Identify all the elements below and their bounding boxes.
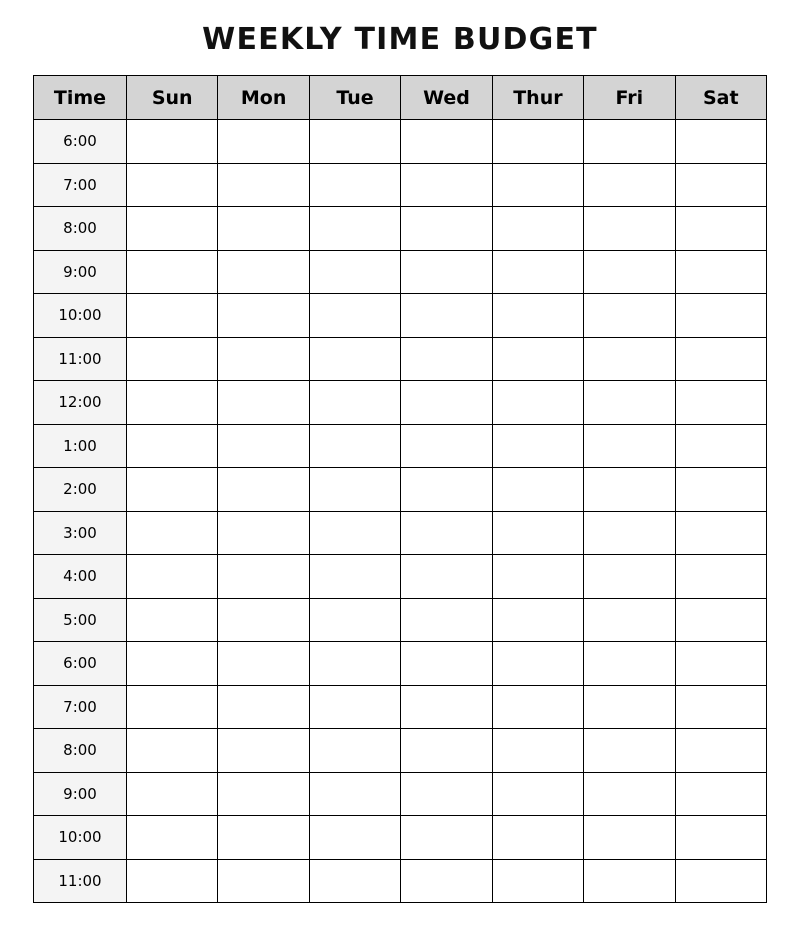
schedule-slot-cell[interactable] xyxy=(127,424,218,468)
schedule-slot-cell[interactable] xyxy=(401,163,492,207)
time-label-cell: 9:00 xyxy=(34,250,127,294)
schedule-slot-cell[interactable] xyxy=(584,859,675,903)
schedule-slot-cell[interactable] xyxy=(309,859,400,903)
schedule-slot-cell[interactable] xyxy=(127,250,218,294)
schedule-slot-cell[interactable] xyxy=(309,120,400,164)
table-row xyxy=(34,207,767,251)
time-label-cell: 12:00 xyxy=(34,381,127,425)
schedule-slot-cell[interactable] xyxy=(584,772,675,816)
schedule-slot-cell[interactable] xyxy=(309,294,400,338)
schedule-slot-cell[interactable] xyxy=(218,511,309,555)
table-row xyxy=(34,381,767,425)
schedule-slot-cell[interactable] xyxy=(675,294,766,338)
table-header xyxy=(34,76,767,120)
schedule-slot-cell[interactable] xyxy=(401,424,492,468)
schedule-table-container xyxy=(0,75,800,903)
schedule-slot-cell[interactable] xyxy=(492,163,583,207)
schedule-slot-cell[interactable] xyxy=(492,729,583,773)
schedule-slot-cell[interactable] xyxy=(218,207,309,251)
schedule-slot-cell[interactable] xyxy=(675,163,766,207)
schedule-slot-cell[interactable] xyxy=(218,685,309,729)
schedule-slot-cell[interactable] xyxy=(492,685,583,729)
table-row xyxy=(34,511,767,555)
schedule-slot-cell[interactable] xyxy=(309,642,400,686)
time-label-cell: 6:00 xyxy=(34,642,127,686)
schedule-slot-cell[interactable] xyxy=(218,250,309,294)
time-label-cell: 1:00 xyxy=(34,424,127,468)
schedule-slot-cell[interactable] xyxy=(309,250,400,294)
schedule-slot-cell[interactable] xyxy=(401,598,492,642)
schedule-slot-cell[interactable] xyxy=(218,816,309,860)
schedule-slot-cell[interactable] xyxy=(218,598,309,642)
schedule-slot-cell[interactable] xyxy=(584,598,675,642)
schedule-slot-cell[interactable] xyxy=(584,163,675,207)
schedule-slot-cell[interactable] xyxy=(401,859,492,903)
schedule-slot-cell[interactable] xyxy=(675,207,766,251)
table-row xyxy=(34,468,767,512)
schedule-slot-cell[interactable] xyxy=(309,685,400,729)
schedule-slot-cell[interactable] xyxy=(492,337,583,381)
page-title: WEEKLY TIME BUDGET xyxy=(202,22,598,57)
time-label-cell: 8:00 xyxy=(34,207,127,251)
schedule-slot-cell[interactable] xyxy=(218,163,309,207)
time-label-cell: 10:00 xyxy=(34,294,127,338)
schedule-slot-cell[interactable] xyxy=(401,337,492,381)
schedule-slot-cell[interactable] xyxy=(584,381,675,425)
schedule-slot-cell[interactable] xyxy=(401,468,492,512)
schedule-slot-cell[interactable] xyxy=(127,729,218,773)
schedule-slot-cell[interactable] xyxy=(584,511,675,555)
schedule-slot-cell[interactable] xyxy=(401,816,492,860)
table-row xyxy=(34,816,767,860)
schedule-slot-cell[interactable] xyxy=(492,859,583,903)
schedule-slot-cell[interactable] xyxy=(218,337,309,381)
schedule-slot-cell[interactable] xyxy=(675,772,766,816)
schedule-slot-cell[interactable] xyxy=(492,598,583,642)
schedule-slot-cell[interactable] xyxy=(309,555,400,599)
schedule-slot-cell[interactable] xyxy=(401,772,492,816)
schedule-slot-cell[interactable] xyxy=(127,772,218,816)
table-row xyxy=(34,642,767,686)
schedule-slot-cell[interactable] xyxy=(401,729,492,773)
schedule-slot-cell[interactable] xyxy=(218,729,309,773)
table-row xyxy=(34,729,767,773)
schedule-slot-cell[interactable] xyxy=(584,424,675,468)
schedule-slot-cell[interactable] xyxy=(675,555,766,599)
schedule-slot-cell[interactable] xyxy=(401,207,492,251)
schedule-slot-cell[interactable] xyxy=(309,772,400,816)
schedule-slot-cell[interactable] xyxy=(309,163,400,207)
schedule-slot-cell[interactable] xyxy=(675,120,766,164)
schedule-slot-cell[interactable] xyxy=(127,598,218,642)
time-label-cell: 7:00 xyxy=(34,163,127,207)
table-row xyxy=(34,337,767,381)
schedule-slot-cell[interactable] xyxy=(584,120,675,164)
schedule-slot-cell[interactable] xyxy=(218,772,309,816)
schedule-slot-cell[interactable] xyxy=(675,511,766,555)
time-label-cell: 10:00 xyxy=(34,816,127,860)
time-label-cell: 6:00 xyxy=(34,120,127,164)
schedule-slot-cell[interactable] xyxy=(218,468,309,512)
schedule-slot-cell[interactable] xyxy=(401,555,492,599)
table-row xyxy=(34,163,767,207)
schedule-slot-cell[interactable] xyxy=(675,337,766,381)
schedule-slot-cell[interactable] xyxy=(675,424,766,468)
schedule-slot-cell[interactable] xyxy=(127,468,218,512)
schedule-slot-cell[interactable] xyxy=(584,250,675,294)
schedule-slot-cell[interactable] xyxy=(218,381,309,425)
table-row xyxy=(34,120,767,164)
schedule-slot-cell[interactable] xyxy=(584,642,675,686)
schedule-slot-cell[interactable] xyxy=(675,729,766,773)
schedule-slot-cell[interactable] xyxy=(584,685,675,729)
schedule-slot-cell[interactable] xyxy=(492,511,583,555)
schedule-slot-cell[interactable] xyxy=(675,642,766,686)
schedule-slot-cell[interactable] xyxy=(675,816,766,860)
schedule-slot-cell[interactable] xyxy=(127,207,218,251)
schedule-slot-cell[interactable] xyxy=(675,859,766,903)
schedule-slot-cell[interactable] xyxy=(401,381,492,425)
time-label-cell: 7:00 xyxy=(34,685,127,729)
schedule-slot-cell[interactable] xyxy=(584,468,675,512)
column-header-time: Time xyxy=(34,76,127,120)
schedule-slot-cell[interactable] xyxy=(492,468,583,512)
time-label-cell: 2:00 xyxy=(34,468,127,512)
schedule-slot-cell[interactable] xyxy=(492,294,583,338)
schedule-slot-cell[interactable] xyxy=(675,685,766,729)
time-label-cell: 9:00 xyxy=(34,772,127,816)
schedule-slot-cell[interactable] xyxy=(309,207,400,251)
schedule-slot-cell[interactable] xyxy=(675,598,766,642)
column-header-thur: Thur xyxy=(492,76,583,120)
schedule-slot-cell[interactable] xyxy=(309,337,400,381)
schedule-slot-cell[interactable] xyxy=(218,642,309,686)
schedule-slot-cell[interactable] xyxy=(127,555,218,599)
schedule-slot-cell[interactable] xyxy=(675,250,766,294)
schedule-slot-cell[interactable] xyxy=(401,511,492,555)
schedule-slot-cell[interactable] xyxy=(492,250,583,294)
schedule-slot-cell[interactable] xyxy=(401,294,492,338)
schedule-slot-cell[interactable] xyxy=(584,555,675,599)
schedule-slot-cell[interactable] xyxy=(584,337,675,381)
column-header-tue: Tue xyxy=(309,76,400,120)
schedule-slot-cell[interactable] xyxy=(401,642,492,686)
schedule-slot-cell[interactable] xyxy=(492,120,583,164)
schedule-slot-cell[interactable] xyxy=(492,424,583,468)
schedule-slot-cell[interactable] xyxy=(218,859,309,903)
schedule-slot-cell[interactable] xyxy=(127,685,218,729)
schedule-slot-cell[interactable] xyxy=(492,642,583,686)
table-row xyxy=(34,294,767,338)
time-label-cell: 5:00 xyxy=(34,598,127,642)
column-header-sun: Sun xyxy=(127,76,218,120)
schedule-slot-cell[interactable] xyxy=(218,120,309,164)
table-row xyxy=(34,685,767,729)
schedule-slot-cell[interactable] xyxy=(401,120,492,164)
schedule-slot-cell[interactable] xyxy=(492,555,583,599)
schedule-slot-cell[interactable] xyxy=(127,381,218,425)
time-label-cell: 4:00 xyxy=(34,555,127,599)
schedule-slot-cell[interactable] xyxy=(492,816,583,860)
schedule-slot-cell[interactable] xyxy=(584,729,675,773)
schedule-slot-cell[interactable] xyxy=(127,120,218,164)
schedule-slot-cell[interactable] xyxy=(127,511,218,555)
column-header-fri: Fri xyxy=(584,76,675,120)
schedule-slot-cell[interactable] xyxy=(309,468,400,512)
schedule-slot-cell[interactable] xyxy=(218,294,309,338)
schedule-slot-cell[interactable] xyxy=(309,424,400,468)
schedule-slot-cell[interactable] xyxy=(127,337,218,381)
schedule-slot-cell[interactable] xyxy=(127,816,218,860)
table-row xyxy=(34,598,767,642)
time-label-cell: 11:00 xyxy=(34,859,127,903)
schedule-slot-cell[interactable] xyxy=(401,685,492,729)
weekly-schedule-table xyxy=(33,75,767,903)
schedule-slot-cell[interactable] xyxy=(309,729,400,773)
schedule-slot-cell[interactable] xyxy=(675,381,766,425)
schedule-slot-cell[interactable] xyxy=(584,207,675,251)
table-body xyxy=(34,120,767,903)
schedule-slot-cell[interactable] xyxy=(309,816,400,860)
schedule-slot-cell[interactable] xyxy=(584,294,675,338)
schedule-slot-cell[interactable] xyxy=(127,859,218,903)
schedule-slot-cell[interactable] xyxy=(309,511,400,555)
table-row xyxy=(34,772,767,816)
schedule-slot-cell[interactable] xyxy=(127,642,218,686)
schedule-slot-cell[interactable] xyxy=(218,424,309,468)
table-row xyxy=(34,859,767,903)
column-header-mon: Mon xyxy=(218,76,309,120)
table-row xyxy=(34,424,767,468)
schedule-slot-cell[interactable] xyxy=(309,381,400,425)
schedule-slot-cell[interactable] xyxy=(584,816,675,860)
table-row xyxy=(34,555,767,599)
time-label-cell: 11:00 xyxy=(34,337,127,381)
schedule-slot-cell[interactable] xyxy=(492,207,583,251)
schedule-slot-cell[interactable] xyxy=(127,294,218,338)
table-row xyxy=(34,250,767,294)
column-header-sat: Sat xyxy=(675,76,766,120)
schedule-slot-cell[interactable] xyxy=(127,163,218,207)
schedule-slot-cell[interactable] xyxy=(309,598,400,642)
time-label-cell: 3:00 xyxy=(34,511,127,555)
schedule-slot-cell[interactable] xyxy=(401,250,492,294)
schedule-slot-cell[interactable] xyxy=(492,772,583,816)
schedule-slot-cell[interactable] xyxy=(218,555,309,599)
time-label-cell: 8:00 xyxy=(34,729,127,773)
table-header-row xyxy=(34,76,767,120)
schedule-slot-cell[interactable] xyxy=(492,381,583,425)
column-header-wed: Wed xyxy=(401,76,492,120)
schedule-slot-cell[interactable] xyxy=(675,468,766,512)
